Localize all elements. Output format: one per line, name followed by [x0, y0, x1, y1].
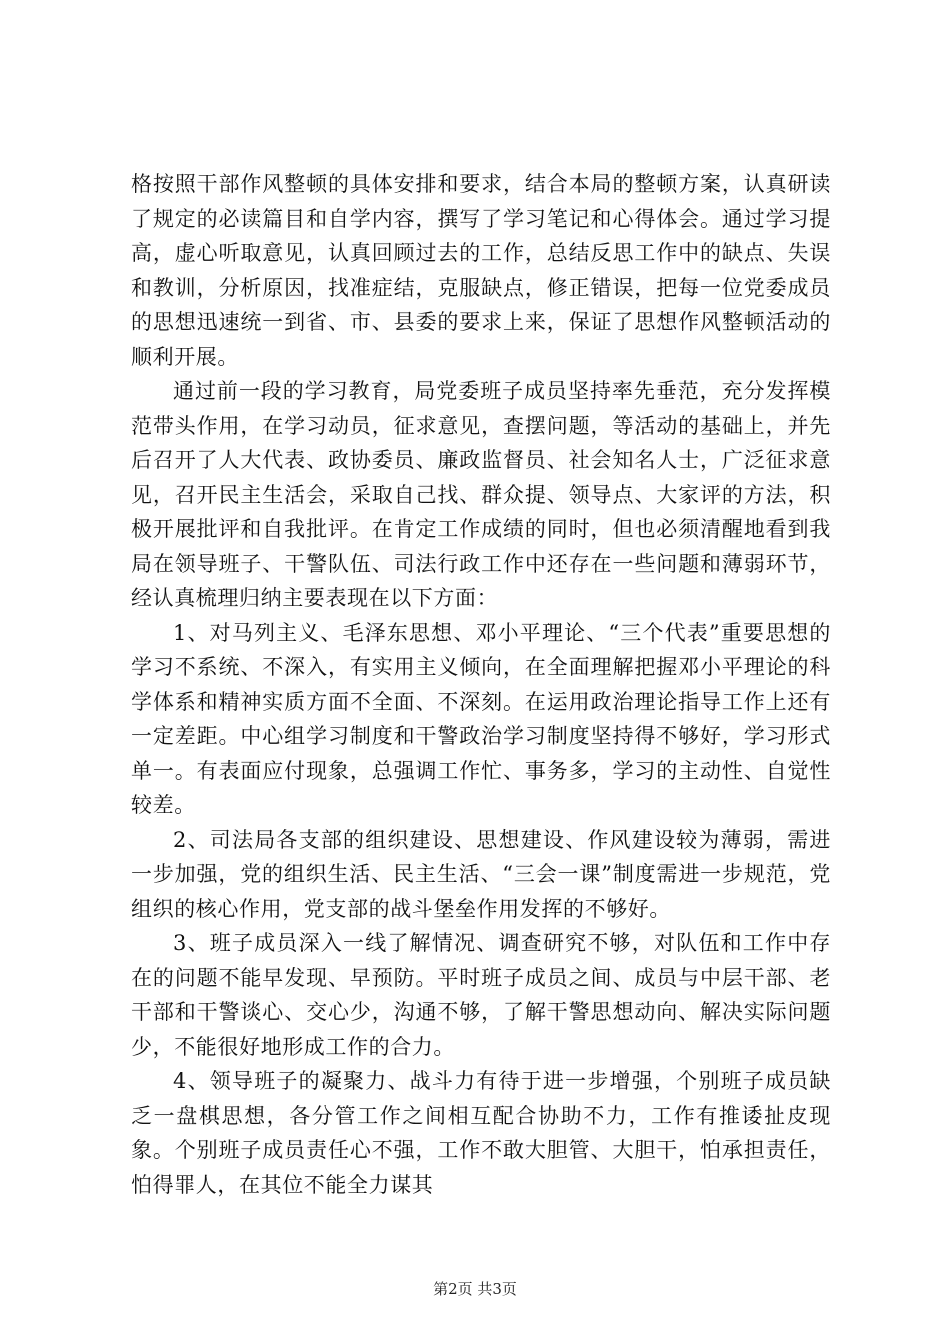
- paragraph-item-2: 2、司法局各支部的组织建设、思想建设、作风建设较为薄弱，需进一步加强，党的组织生活、民主生活、“三会一课”制度需进一步规范，党组织的核心作用，党支部的战斗堡垒作用发挥的不够好。: [131, 827, 831, 921]
- paragraph-item-3: 3、班子成员深入一线了解情况、调查研究不够，对队伍和工作中存在的问题不能早发现、早预防。平时班子成员之间、成员与中层干部、老干部和干警谈心、交心少，沟通不够，了解干警思想动向、解决实际问题少，不能很好地形成工作的合力。: [131, 931, 831, 1059]
- paragraph-item-1: 1、对马列主义、毛泽东思想、邓小平理论、“三个代表”重要思想的学习不系统、不深入，有实用主义倾向，在全面理解把握邓小平理论的科学体系和精神实质方面不全面、不深刻。在运用政治理论指导工作上还有一定差距。中心组学习制度和干警政治学习制度坚持得不够好，学习形式单一。有表面应付现象，总强调工作忙、事务多，学习的主动性、自觉性较差。: [131, 620, 831, 817]
- paragraph-continuation: 格按照干部作风整顿的具体安排和要求，结合本局的整顿方案，认真研读了规定的必读篇目和自学内容，撰写了学习笔记和心得体会。通过学习提高，虚心听取意见，认真回顾过去的工作，总结反思工作中的缺点、失误和教训，分析原因，找准症结，克服缺点，修正错误，把每一位党委成员的思想迅速统一到省、市、县委的要求上来，保证了思想作风整顿活动的顺利开展。: [131, 172, 831, 369]
- document-body: [131, 167, 831, 1202]
- page-number-footer: 第2页 共3页: [433, 1280, 517, 1298]
- paragraph-item-4: 4、领导班子的凝聚力、战斗力有待于进一步增强，个别班子成员缺乏一盘棋思想，各分管工作之间相互配合协助不力，工作有推诿扯皮现象。个别班子成员责任心不强，工作不敢大胆管、大胆干，怕承担责任，怕得罪人，在其位不能全力谋其: [131, 1069, 831, 1197]
- paragraph-study-education: 通过前一段的学习教育，局党委班子成员坚持率先垂范，充分发挥模范带头作用，在学习动员，征求意见，查摆问题，等活动的基础上，并先后召开了人大代表、政协委员、廉政监督员、社会知名人士，广泛征求意见，召开民主生活会，采取自己找、群众提、领导点、大家评的方法，积极开展批评和自我批评。在肯定工作成绩的同时，但也必须清醒地看到我局在领导班子、干警队伍、司法行政工作中还存在一些问题和薄弱环节，经认真梳理归纳主要表现在以下方面：: [131, 379, 831, 610]
